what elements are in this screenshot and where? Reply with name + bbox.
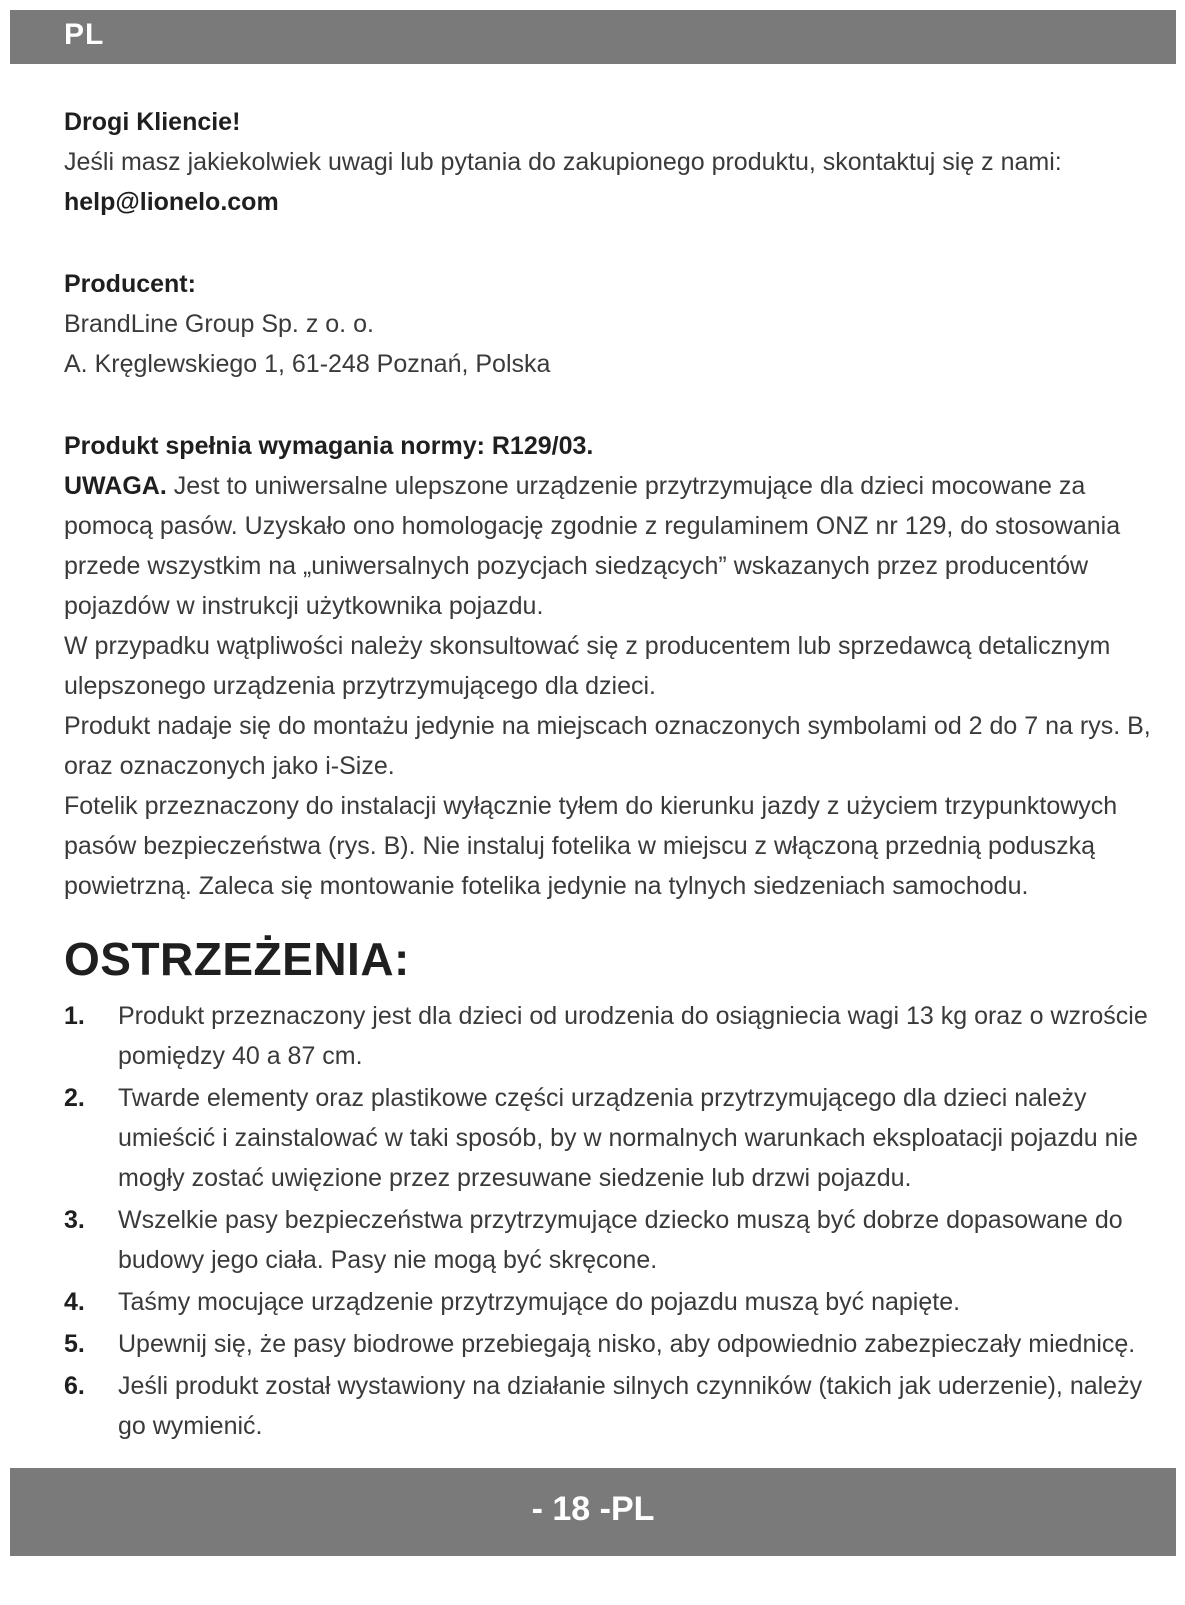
warning-item-4 (64, 1282, 1154, 1322)
warning-text: Wszelkie pasy bezpieczeństwa przytrzymujące dziecko muszą być dobrze dopasowane do budowy jego ciała. Pasy nie mogą być skręcone. (118, 1206, 1123, 1274)
warning-text: Taśmy mocujące urządzenie przytrzymujące do pojazdu muszą być napięte. (118, 1288, 961, 1316)
uwaga-paragraph (64, 466, 1154, 626)
consult-paragraph: W przypadku wątpliwości należy skonsultować się z producentem lub sprzedawcą detalicznym ulepszonego urządzenia przytrzymującego dla dzieci. (64, 632, 1111, 700)
mounting-paragraph: Produkt nadaje się do montażu jedynie na miejscach oznaczonych symbolami od 2 do 7 na rys. B, oraz oznaczonych jako i-Size. (64, 712, 1151, 780)
warning-number: 6. (64, 1372, 85, 1400)
producer-title: Producent: (64, 270, 196, 298)
warning-text: Produkt przeznaczony jest dla dzieci od urodzenia do osiągniecia wagi 13 kg oraz o wzroście pomiędzy 40 a 87 cm. (118, 1002, 1148, 1070)
page-number: - 18 -PL (531, 1490, 655, 1528)
uwaga-label: UWAGA. (64, 472, 167, 500)
producer-company: BrandLine Group Sp. z o. o. (64, 310, 374, 338)
greeting: Drogi Kliencie! (64, 108, 241, 136)
warning-number: 3. (64, 1206, 85, 1234)
warning-number: 5. (64, 1330, 85, 1358)
warning-text: Upewnij się, że pasy biodrowe przebiegają nisko, aby odpowiednio zabezpieczały miednicę. (118, 1330, 1136, 1358)
warnings-list (64, 996, 1154, 1448)
header-bar (10, 10, 1176, 64)
warning-item-3 (64, 1200, 1154, 1280)
warning-item-2 (64, 1078, 1154, 1198)
uwaga-text: Jest to uniwersalne ulepszone urządzenie przytrzymujące dla dzieci mocowane za pomocą pasów. Uzyskało ono homologację zgodnie z regulaminem ONZ nr 129, do stosowania przede wszystkim na „uniwersalnych pozycjach siedzących” wskazanych przez producentów pojazdów w instrukcji użytkownika pojazdu. (64, 472, 1121, 620)
contact-text: Jeśli masz jakiekolwiek uwagi lub pytania do zakupionego produktu, skontaktuj się z nami: (64, 148, 1062, 176)
producer-address: A. Kręglewskiego 1, 61-248 Poznań, Polska (64, 350, 551, 378)
warning-text: Twarde elementy oraz plastikowe części urządzenia przytrzymującego dla dzieci należy umieścić i zainstalować w taki sposób, by w normalnych warunkach eksploatacji pojazdu nie mogły zostać uwięzione przez przesuwane siedzenie lub drzwi pojazdu. (118, 1084, 1138, 1192)
warning-item-6 (64, 1366, 1154, 1446)
installation-paragraph: Fotelik przeznaczony do instalacji wyłącznie tyłem do kierunku jazdy z użyciem trzypunktowych pasów bezpieczeństwa (rys. B). Nie instaluj fotelika w miejscu z włączoną przednią poduszką powietrzną. Zaleca się montowanie fotelika jedynie na tylnych siedzeniach samochodu. (64, 792, 1118, 900)
warning-number: 1. (64, 1002, 85, 1030)
intro-section (64, 102, 1154, 906)
language-label: PL (64, 18, 105, 51)
warning-item-1 (64, 996, 1154, 1076)
norm-title: Produkt spełnia wymagania normy: R129/03. (64, 432, 594, 460)
warning-item-5 (64, 1324, 1154, 1364)
warning-text: Jeśli produkt został wystawiony na działanie silnych czynników (takich jak uderzenie), należy go wymienić. (118, 1372, 1143, 1440)
footer-bar (10, 1468, 1176, 1556)
warnings-title: OSTRZEŻENIA: (64, 933, 410, 985)
contact-email: help@lionelo.com (64, 188, 279, 216)
warning-number: 2. (64, 1084, 85, 1112)
warning-number: 4. (64, 1288, 85, 1316)
